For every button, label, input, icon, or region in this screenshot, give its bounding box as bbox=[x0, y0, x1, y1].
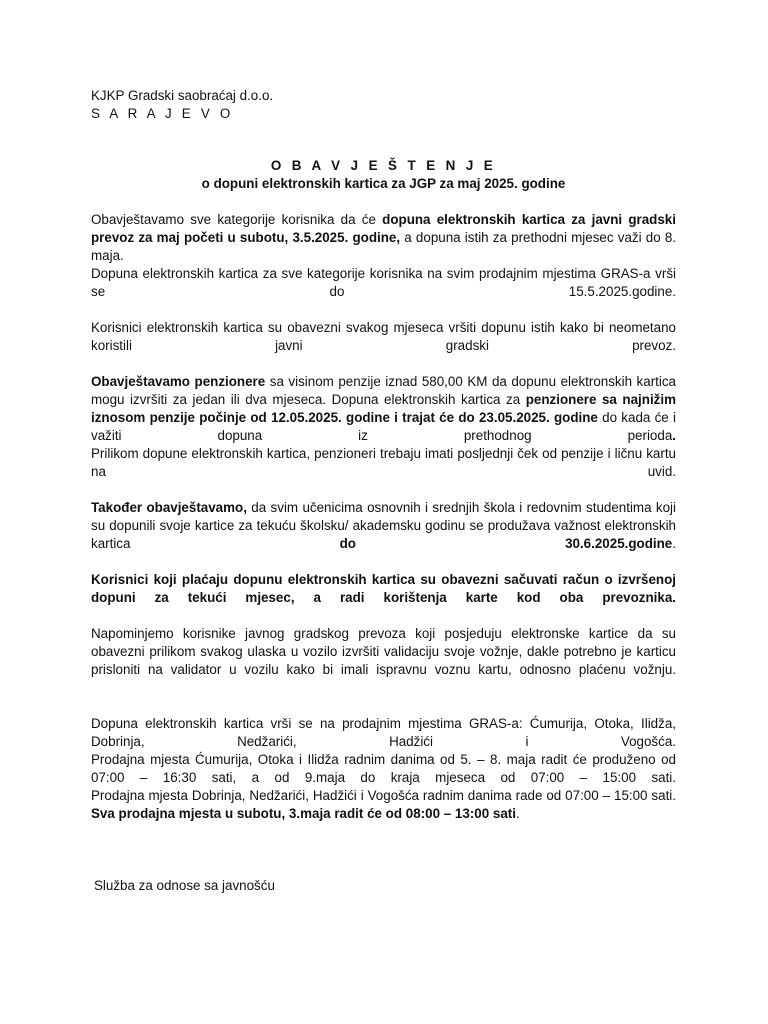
sales-points-saturday bbox=[91, 805, 676, 823]
text-run-bold: Sva prodajna mjesta u subotu, 3.maja radit će od 08:00 – 13:00 sati bbox=[91, 806, 516, 821]
sender-block bbox=[91, 87, 491, 123]
paragraph-monthly-obligation bbox=[91, 319, 676, 355]
paragraph-sales-points bbox=[91, 715, 676, 823]
text-run-bold: . bbox=[672, 428, 676, 443]
paragraph-pensioners-documents: Prilikom dopune elektronskih kartica, penzioneri trebaju imati posljednji ček od penzije i ličnu kartu na uvid. bbox=[91, 446, 676, 479]
text-run: . bbox=[672, 536, 676, 551]
paragraph-top-up-deadline: Dopuna elektronskih kartica za sve kategorije korisnika na svim prodajnim mjestima GRAS-a vrši se do 15.5.2025.godine. bbox=[91, 266, 676, 299]
sales-points-hours-b: Prodajna mjesta Dobrinja, Nedžarići, Hadžići i Vogošća radnim danima rade od 07:00 – 15:00 sati. bbox=[91, 788, 676, 803]
signature: Služba za odnose sa javnošću bbox=[94, 878, 275, 893]
paragraph-validation bbox=[91, 625, 676, 679]
paragraph-monthly-obligation-text: Korisnici elektronskih kartica su obavezni svakog mjeseca vršiti dopunu istih kako bi neometano koristili javni gradski prevoz. bbox=[91, 320, 676, 353]
paragraph-students-text bbox=[91, 499, 676, 553]
notice-subtitle: o dopuni elektronskih kartica za JGP za maj 2025. godine bbox=[201, 176, 566, 191]
sales-points-list: Dopuna elektronskih kartica vrši se na prodajnim mjestima GRAS-a: Ćumurija, Otoka, Ilidža, Dobrinja, Nedžarići, Hadžići i Vogošća. bbox=[91, 716, 676, 749]
text-run: sa visinom penzije iznad 580,00 KM da dopunu elektronskih kartica mogu izvršiti za jedan ili dva mjeseca. Dopuna elektronskih kartica za bbox=[91, 374, 676, 407]
paragraph-validation-text: Napominjemo korisnike javnog gradskog prevoza koji posjeduju elektronske kartice da su obavezni prilikom svakog ulaska u vozilo izvršiti validaciju svoje vožnje, dakle potrebno je karticu prisloniti na validator u vozilu kako bi imali ispravnu voznu kartu, odnosno plaćenu vožnju. bbox=[91, 626, 676, 677]
paragraph-pensioners-text bbox=[91, 373, 676, 445]
text-run-bold: Obavještavamo penzionere bbox=[91, 374, 266, 389]
notice-title: O B A V J E Š T E N J E bbox=[270, 158, 497, 173]
text-run: a dopuna istih za prethodni mjesec važi do 8. maja. bbox=[91, 230, 677, 263]
paragraph-students bbox=[91, 499, 676, 553]
paragraph-top-up-start bbox=[91, 211, 676, 301]
sender-company: KJKP Gradski saobraćaj d.o.o. bbox=[91, 88, 274, 103]
text-run-bold: dopuna elektronskih kartica za javni gradski prevoz za maj početi u subotu, 3.5.2025. godine, bbox=[91, 212, 676, 245]
sender-city: S A R A J E V O bbox=[91, 106, 234, 121]
paragraph-pensioners bbox=[91, 373, 676, 481]
text-run: Obavještavamo sve kategorije korisnika da će bbox=[91, 212, 383, 227]
sales-points-hours-a: Prodajna mjesta Ćumurija, Otoka i Ilidža radnim danima od 5. – 8. maja radit će produženo od 07:00 – 16:30 sati, a od 9.maja do kraja mjeseca od 07:00 – 15:00 sati. bbox=[91, 752, 676, 785]
text-run: do kada će i važiti dopuna iz prethodnog perioda bbox=[91, 410, 677, 443]
text-run: . bbox=[515, 806, 520, 821]
paragraph-receipt-text: Korisnici koji plaćaju dopunu elektronskih kartica su obavezni sačuvati račun o izvršenoj dopuni za tekući mjesec, a radi korištenja karte kod oba prevoznika. bbox=[91, 572, 676, 605]
text-run-bold: Također obavještavamo, bbox=[91, 500, 247, 515]
text-run-bold: do 30.6.2025.godine bbox=[339, 536, 673, 551]
notice-heading bbox=[91, 157, 676, 193]
paragraph-receipt bbox=[91, 571, 676, 607]
text-run: da svim učenicima osnovnih i srednjih škola i redovnim studentima koji su dopunili svoje kartice za tekuću školsku/ akademsku godinu se produžava važnost elektronskih kartica bbox=[91, 500, 676, 551]
paragraph-top-up-start-text bbox=[91, 211, 676, 265]
text-run-bold: penzionere sa najnižim iznosom penzije počinje od 12.05.2025. godine i trajat će do 23.05.2025. godine bbox=[91, 392, 676, 425]
